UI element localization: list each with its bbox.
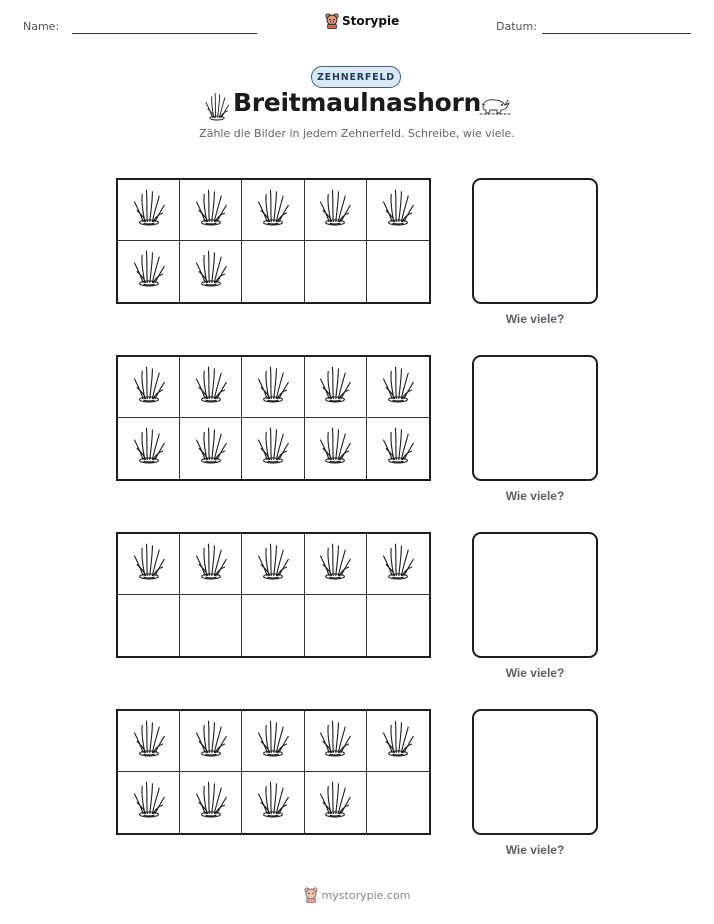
answer-box-4[interactable] bbox=[472, 709, 598, 835]
date-line[interactable] bbox=[542, 33, 691, 34]
ten-frame-cell bbox=[118, 418, 180, 479]
ten-frame-cell bbox=[180, 595, 242, 656]
grass-icon bbox=[194, 426, 228, 471]
ten-frame-cell bbox=[118, 711, 180, 772]
ten-frame-2 bbox=[116, 355, 431, 481]
ten-frame-3 bbox=[116, 532, 431, 658]
ten-frame-cell bbox=[180, 418, 242, 479]
grass-icon bbox=[318, 365, 352, 410]
ten-frame-cell bbox=[242, 357, 304, 418]
grass-icon bbox=[132, 780, 166, 825]
grass-icon bbox=[132, 542, 166, 587]
grass-icon bbox=[132, 188, 166, 233]
footer bbox=[0, 887, 714, 903]
grass-icon bbox=[256, 719, 290, 764]
grass-icon bbox=[318, 542, 352, 587]
ten-frame-cell bbox=[242, 418, 304, 479]
ten-frame-cell bbox=[242, 534, 304, 595]
grass-icon bbox=[194, 719, 228, 764]
ten-frame-cell bbox=[118, 241, 180, 302]
grass-icon bbox=[318, 188, 352, 233]
bear-icon bbox=[325, 13, 339, 29]
grass-icon bbox=[256, 188, 290, 233]
answer-prompt-2: Wie viele? bbox=[505, 489, 565, 503]
ten-frame-cell bbox=[367, 357, 429, 418]
grass-icon bbox=[194, 365, 228, 410]
grass-icon bbox=[381, 365, 415, 410]
answer-prompt-1: Wie viele? bbox=[505, 312, 565, 326]
ten-frame-cell bbox=[305, 357, 367, 418]
ten-frame-cell bbox=[242, 595, 304, 656]
ten-frame-cell bbox=[305, 180, 367, 241]
ten-frame-cell bbox=[367, 241, 429, 302]
ten-frame-cell bbox=[367, 534, 429, 595]
ten-frame-cell bbox=[367, 711, 429, 772]
grass-icon bbox=[194, 780, 228, 825]
grass-icon bbox=[318, 780, 352, 825]
grass-icon bbox=[132, 426, 166, 471]
grass-icon bbox=[256, 780, 290, 825]
ten-frame-cell bbox=[242, 241, 304, 302]
brand-name: Storypie bbox=[342, 14, 400, 28]
ten-frame-cell bbox=[305, 595, 367, 656]
ten-frame-cell bbox=[305, 711, 367, 772]
ten-frame-cell bbox=[305, 418, 367, 479]
ten-frame-4 bbox=[116, 709, 431, 835]
topic-badge: ZEHNERFELD bbox=[311, 66, 401, 88]
ten-frame-cell bbox=[118, 357, 180, 418]
worksheet-title: Breitmaulnashorn bbox=[233, 88, 481, 117]
answer-box-1[interactable] bbox=[472, 178, 598, 304]
instructions: Zähle die Bilder in jedem Zehnerfeld. Schreibe, wie viele. bbox=[199, 127, 515, 140]
grass-icon bbox=[194, 188, 228, 233]
ten-frame-1 bbox=[116, 178, 431, 304]
ten-frame-cell bbox=[180, 180, 242, 241]
ten-frame-cell bbox=[305, 772, 367, 833]
grass-icon bbox=[194, 542, 228, 587]
grass-icon bbox=[381, 542, 415, 587]
brand-logo bbox=[325, 13, 399, 29]
date-label: Datum: bbox=[496, 20, 537, 33]
name-line[interactable] bbox=[72, 33, 257, 34]
answer-box-3[interactable] bbox=[472, 532, 598, 658]
ten-frame-cell bbox=[180, 711, 242, 772]
ten-frame-cell bbox=[367, 418, 429, 479]
ten-frame-cell bbox=[118, 595, 180, 656]
ten-frame-cell bbox=[367, 180, 429, 241]
ten-frame-cell bbox=[367, 595, 429, 656]
grass-icon bbox=[256, 365, 290, 410]
ten-frame-cell bbox=[180, 241, 242, 302]
grass-icon bbox=[381, 719, 415, 764]
grass-icon bbox=[381, 188, 415, 233]
grass-icon bbox=[318, 719, 352, 764]
answer-box-2[interactable] bbox=[472, 355, 598, 481]
ten-frame-cell bbox=[305, 241, 367, 302]
ten-frame-cell bbox=[118, 180, 180, 241]
grass-icon bbox=[318, 426, 352, 471]
grass-icon bbox=[381, 426, 415, 471]
ten-frame-cell bbox=[118, 772, 180, 833]
ten-frame-cell bbox=[180, 357, 242, 418]
ten-frame-cell bbox=[242, 711, 304, 772]
answer-prompt-3: Wie viele? bbox=[505, 666, 565, 680]
footer-url: mystorypie.com bbox=[321, 888, 411, 902]
bear-icon bbox=[304, 887, 318, 903]
grass-icon bbox=[132, 365, 166, 410]
ten-frame-cell bbox=[180, 772, 242, 833]
name-label: Name: bbox=[23, 20, 60, 33]
ten-frame-cell bbox=[242, 180, 304, 241]
grass-icon bbox=[132, 719, 166, 764]
grass-icon bbox=[132, 249, 166, 294]
ten-frame-cell bbox=[118, 534, 180, 595]
grass-icon bbox=[194, 249, 228, 294]
ten-frame-cell bbox=[180, 534, 242, 595]
rhino-icon bbox=[479, 95, 511, 115]
ten-frame-cell bbox=[242, 772, 304, 833]
answer-prompt-4: Wie viele? bbox=[505, 843, 565, 857]
ten-frame-cell bbox=[367, 772, 429, 833]
grass-icon bbox=[256, 542, 290, 587]
ten-frame-cell bbox=[305, 534, 367, 595]
grass-icon bbox=[256, 426, 290, 471]
